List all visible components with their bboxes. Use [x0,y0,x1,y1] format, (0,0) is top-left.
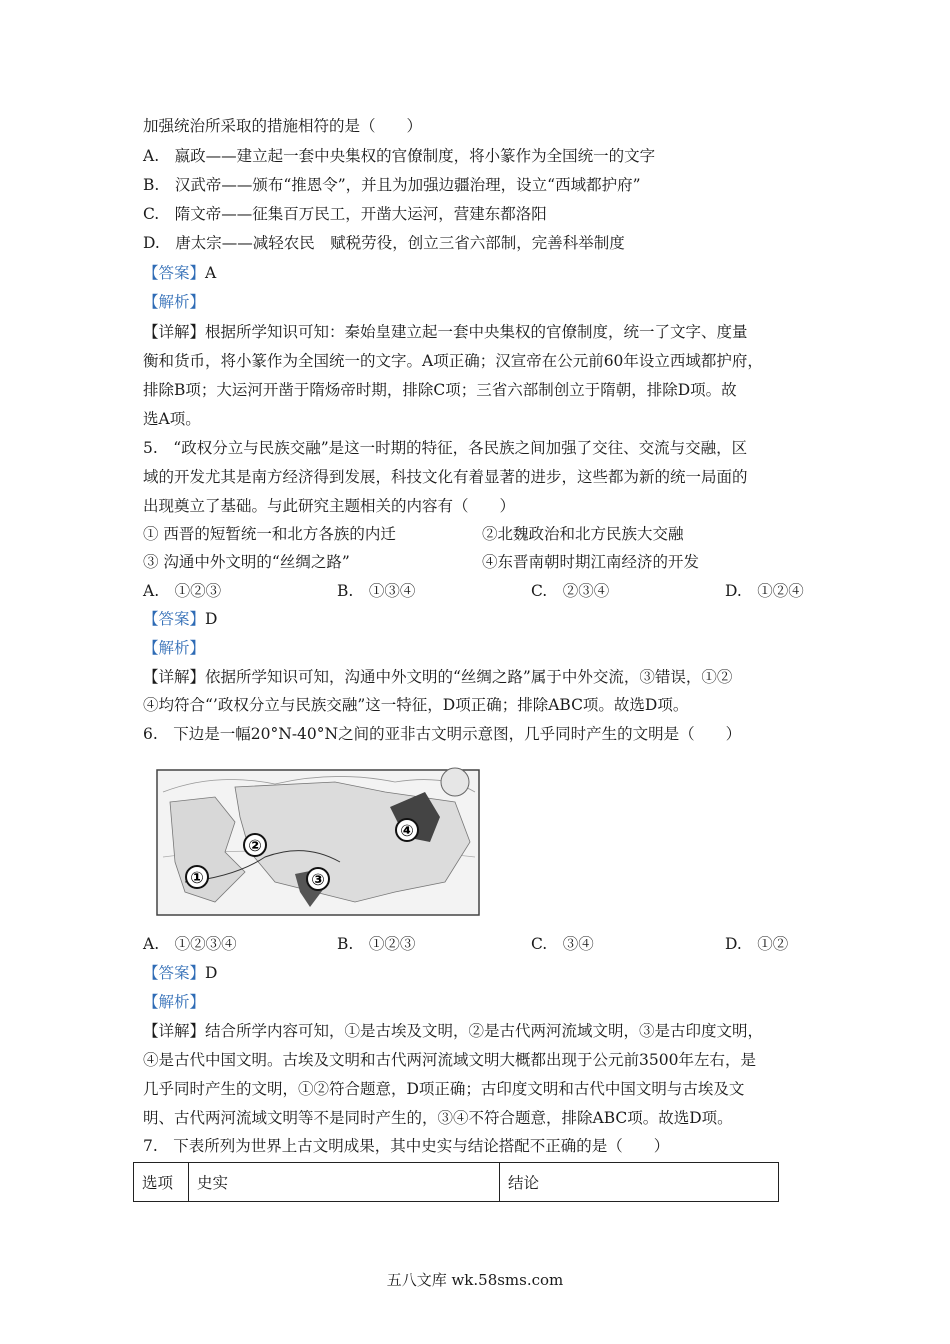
q5-item-2: ②北魏政治和北方民族大交融 [482,525,684,543]
map-marker-1 [186,866,208,888]
q5-stem-3: 出现奠立了基础。与此研究主题相关的内容有（ ） [143,497,516,515]
q6-choice-c: C. ③④ [531,935,594,953]
q6-choice-a: A. ①②③④ [143,935,237,953]
q4-answer-value: A [205,264,217,282]
svg-text:②: ② [248,836,262,855]
svg-text:④: ④ [400,821,414,840]
q6-detail-2: ④是古代中国文明。古埃及文明和古代两河流域文明大概都出现于公元前3500年左右，是 [143,1051,756,1069]
q7-header-conclusion: 结论 [500,1163,779,1202]
q4-answer-tag: 【答案】 [143,264,206,282]
q6-detail-3: 几乎同时产生的文明，①②符合题意，D项正确；古印度文明和古代中国文明与古埃及文 [143,1080,745,1098]
q5-answer-tag: 【答案】 [143,610,206,628]
q5-answer [143,609,217,629]
q4-option-d: D. 唐太宗——减轻农民 赋税劳役，创立三省六部制，完善科举制度 [143,234,625,252]
svg-text:①: ① [190,868,204,887]
q5-detail-2: ④均符合“’政权分立与民族交融”这一特征，D项正确；排除ABC项。故选D项。 [143,696,689,714]
globe-icon [441,768,469,796]
q6-answer-value: D [205,964,218,982]
q4-detail-2: 衡和货币，将小篆作为全国统一的文字。A项正确；汉宣帝在公元前60年设立西域都护府， [143,352,763,370]
q4-stem: 加强统治所采取的措施相符的是（ ） [143,117,423,135]
q4-detail-4: 选A项。 [143,410,201,428]
q5-choice-b: B. ①③④ [337,582,416,600]
q5-choice-a: A. ①②③ [143,582,222,600]
q5-item-1: ① 西晋的短暂统一和北方各族的内迁 [143,525,396,543]
q6-answer [143,963,217,983]
q5-item-3: ③ 沟通中外文明的“丝绸之路” [143,553,350,571]
q6-stem: 6. 下边是一幅20°N-40°N之间的亚非古文明示意图，几乎同时产生的文明是（ ） [143,725,742,743]
q5-analysis-tag: 【解析】 [143,639,206,657]
q4-analysis-tag: 【解析】 [143,293,206,311]
q5-stem-2: 域的开发尤其是南方经济得到发展，科技文化有着显著的进步，这些都为新的统一局面的 [143,468,748,486]
q6-analysis-tag: 【解析】 [143,993,206,1011]
q5-choice-d: D. ①②④ [725,582,804,600]
q5-answer-value: D [205,610,218,628]
q7-table [133,1162,779,1202]
q6-detail-4: 明、古代两河流域文明等不是同时产生的，③④不符合题意，排除ABC项。故选D项。 [143,1109,733,1127]
q7-stem: 7. 下表所列为世界上古文明成果，其中史实与结论搭配不正确的是（ ） [143,1137,670,1155]
q6-detail-1: 【详解】结合所学内容可知，①是古埃及文明，②是古代两河流域文明，③是古印度文明， [143,1022,764,1040]
q6-answer-tag: 【答案】 [143,964,206,982]
svg-text:③: ③ [311,870,325,889]
map-marker-4 [396,819,418,841]
q6-choice-b: B. ①②③ [337,935,416,953]
q4-option-c: C. 隋文帝——征集百万民工，开凿大运河，营建东都洛阳 [143,205,547,223]
page-footer: 五八文库 wk.58sms.com [386,1271,564,1289]
q6-choice-d: D. ①② [725,935,789,953]
civilization-map [155,762,485,917]
q4-answer [143,263,216,283]
q5-stem-1: 5. “政权分立与民族交融”是这一时期的特征，各民族之间加强了交往、交流与交融，区 [143,439,748,457]
q5-detail-1: 【详解】依据所学知识可知，沟通中外文明的“丝绸之路”属于中外交流，③错误，①② [143,668,733,686]
q5-item-4: ④东晋南朝时期江南经济的开发 [482,553,700,571]
q4-option-a: A. 嬴政——建立起一套中央集权的官僚制度，将小篆作为全国统一的文字 [143,147,656,165]
q7-header-option: 选项 [134,1163,189,1202]
q7-header-fact: 史实 [189,1163,500,1202]
map-marker-2 [244,834,266,856]
q4-option-b: B. 汉武帝——颁布“推恩令”，并且为加强边疆治理，设立“西域都护府” [143,176,641,194]
map-marker-3 [307,868,329,890]
q4-detail-3: 排除B项；大运河开凿于隋炀帝时期，排除C项；三省六部制创立于隋朝，排除D项。故 [143,381,737,399]
q4-detail-1: 【详解】根据所学知识可知：秦始皇建立起一套中央集权的官僚制度，统一了文字、度量 [143,323,748,341]
q5-choice-c: C. ②③④ [531,582,610,600]
table-header-row [134,1163,779,1202]
